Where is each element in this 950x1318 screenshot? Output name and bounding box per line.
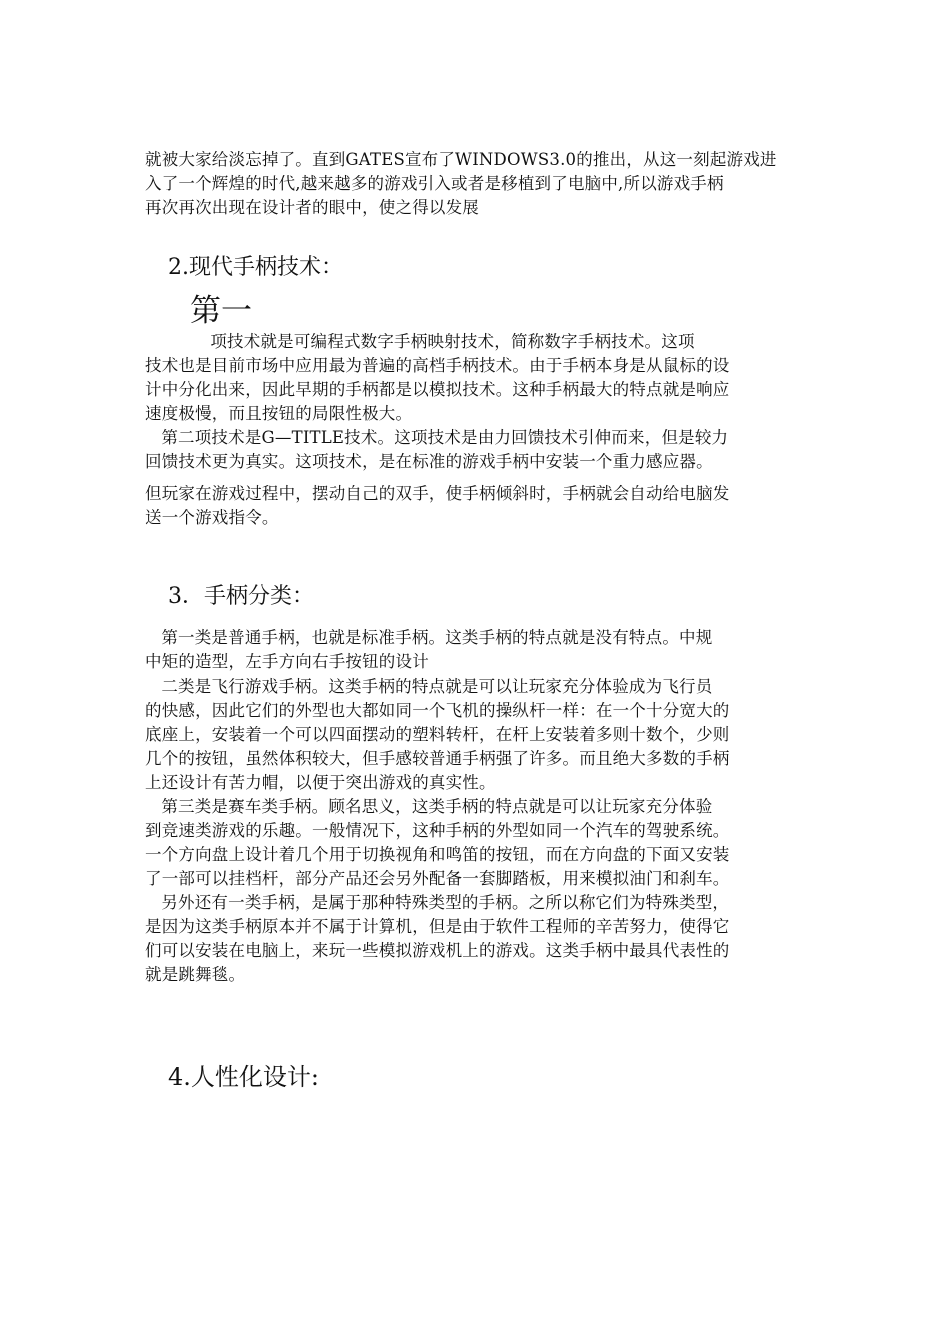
section-3-line-13: 是因为这类手柄原本并不属于计算机，但是由于软件工程师的辛苦努力，使得它: [145, 917, 730, 936]
section-3-line-2: 中矩的造型，左手方向右手按钮的设计: [145, 652, 429, 671]
section-2-heading: 2.现代手柄技术：: [168, 255, 343, 280]
section-3-line-5: 底座上，安装着一个可以四面摆动的塑料转杆，在杆上安装着多则十数个，少则: [145, 725, 730, 744]
section-3-line-8: 第三类是赛车类手柄。顾名思义，这类手柄的特点就是可以让玩家充分体验: [145, 797, 713, 816]
section-2-line-8: 送一个游戏指令。: [145, 508, 279, 527]
section-2-line-6: 回馈技术更为真实。这项技术，是在标准的游戏手柄中安装一个重力感应器。: [145, 452, 713, 471]
section-2-line-5: 第二项技术是G—TITLE技术。这项技术是由力回馈技术引伸而来，但是较力: [145, 428, 729, 447]
intro-line-2: 入了一个辉煌的时代,越来越多的游戏引入或者是移植到了电脑中,所以游戏手柄: [145, 174, 724, 193]
section-3-line-14: 们可以安装在电脑上，来玩一些模拟游戏机上的游戏。这类手柄中最具代表性的: [145, 941, 730, 960]
section-2-line-1: 项技术就是可编程式数字手柄映射技术，简称数字手柄技术。这项: [145, 332, 695, 351]
section-3-line-1: 第一类是普通手柄，也就是标准手柄。这类手柄的特点就是没有特点。中规: [145, 628, 713, 647]
section-2-line-2: 技术也是目前市场中应用最为普遍的高档手柄技术。由于手柄本身是从鼠标的设: [145, 356, 730, 375]
intro-line-3: 再次再次出现在设计者的眼中，使之得以发展: [145, 198, 479, 217]
intro-line-1: 就被大家给淡忘掉了。直到GATES宣布了WINDOWS3.0的推出，从这一刻起游戏进: [145, 150, 777, 169]
section-3-line-3: 二类是飞行游戏手柄。这类手柄的特点就是可以让玩家充分体验成为飞行员: [145, 677, 713, 696]
section-4-heading: 4.人性化设计:: [168, 1063, 319, 1091]
section-3-heading: 3．手柄分类：: [168, 584, 314, 609]
section-3-line-11: 了一部可以挂档杆，部分产品还会另外配备一套脚踏板，用来模拟油门和刹车。: [145, 869, 730, 888]
section-3-line-9: 到竞速类游戏的乐趣。一般情况下，这种手柄的外型如同一个汽车的驾驶系统。: [145, 821, 730, 840]
section-2-line-7: 但玩家在游戏过程中，摆动自己的双手，使手柄倾斜时，手柄就会自动给电脑发: [145, 484, 730, 503]
section-3-line-12: 另外还有一类手柄，是属于那种特殊类型的手柄。之所以称它们为特殊类型，: [145, 893, 730, 912]
section-3-line-4: 的快感，因此它们的外型也大都如同一个飞机的操纵杆一样：在一个十分宽大的: [145, 701, 730, 720]
section-2-line-3: 计中分化出来，因此早期的手柄都是以模拟技术。这种手柄最大的特点就是响应: [145, 380, 730, 399]
section-3-line-15: 就是跳舞毯。: [145, 965, 246, 984]
section-2-line-4: 速度极慢，而且按钮的局限性极大。: [145, 404, 413, 423]
section-2-big-word: 第一: [190, 293, 252, 329]
section-3-line-10: 一个方向盘上设计着几个用于切换视角和鸣笛的按钮，而在方向盘的下面又安装: [145, 845, 730, 864]
section-3-line-7: 上还设计有苦力帽，以便于突出游戏的真实性。: [145, 773, 496, 792]
section-3-line-6: 几个的按钮，虽然体积较大，但手感较普通手柄强了许多。而且绝大多数的手柄: [145, 749, 730, 768]
